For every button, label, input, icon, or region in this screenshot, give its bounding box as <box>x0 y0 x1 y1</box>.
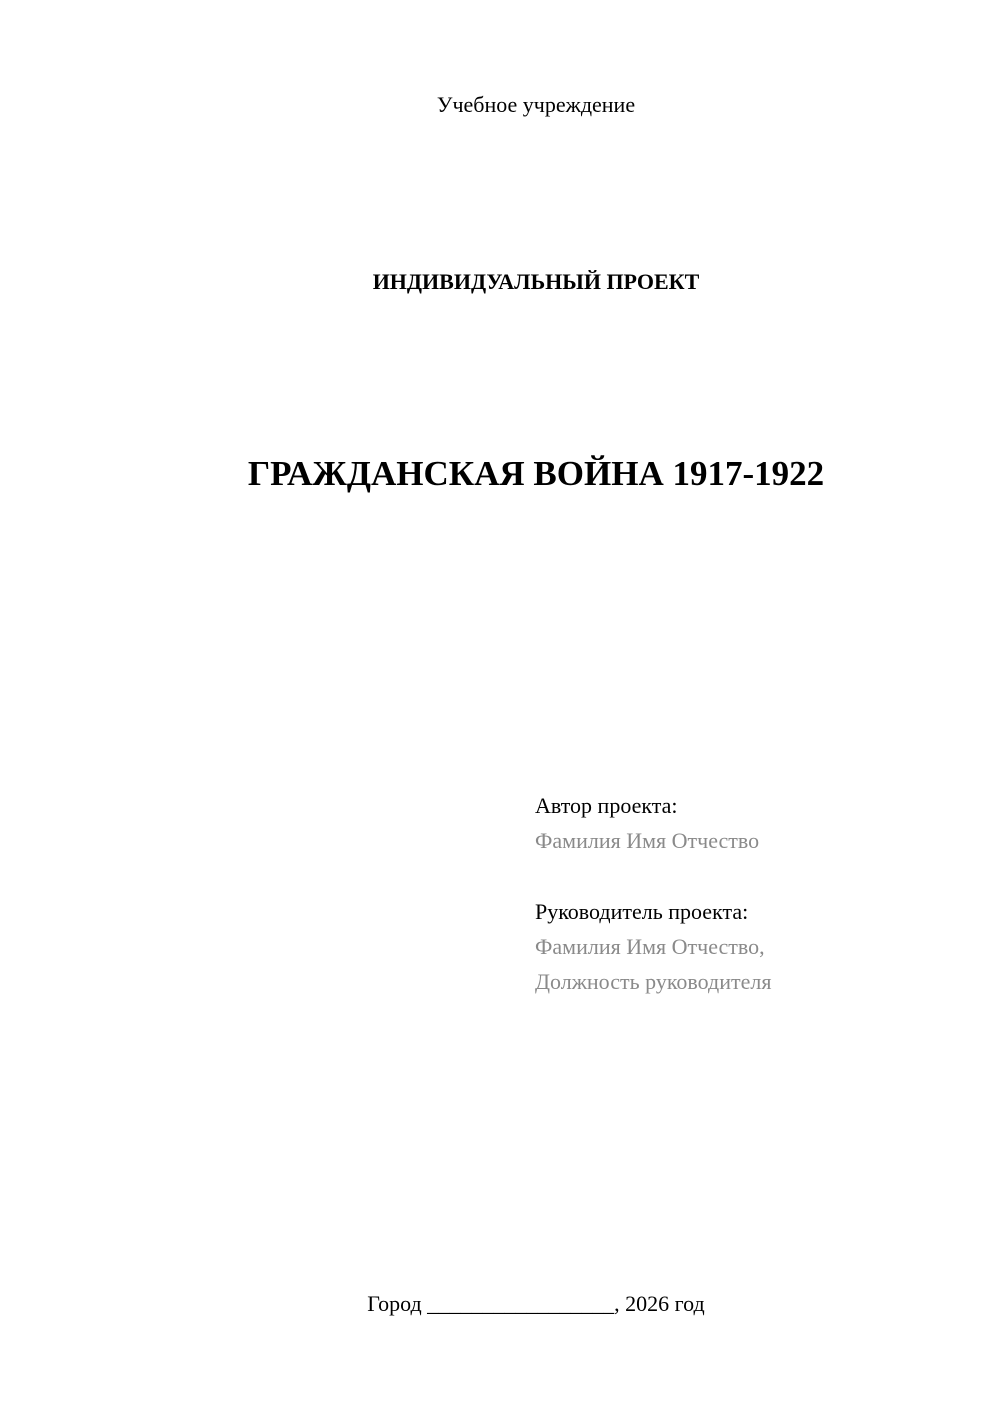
author-block <box>535 788 975 858</box>
supervisor-block <box>535 894 975 999</box>
project-type-heading: ИНДИВИДУАЛЬНЫЙ ПРОЕКТ <box>372 269 700 294</box>
supervisor-position-placeholder: Должность руководителя <box>535 969 772 994</box>
author-label: Автор проекта: <box>535 793 678 818</box>
institution-name: Учебное учреждение <box>436 92 636 117</box>
project-title: ГРАЖДАНСКАЯ ВОЙНА 1917-1922 <box>247 454 825 493</box>
city-year-line: Город _________________, 2026 год <box>367 1291 705 1316</box>
author-name-placeholder: Фамилия Имя Отчество <box>535 828 760 853</box>
supervisor-label: Руководитель проекта: <box>535 899 749 924</box>
supervisor-name-placeholder: Фамилия Имя Отчество, <box>535 934 765 959</box>
